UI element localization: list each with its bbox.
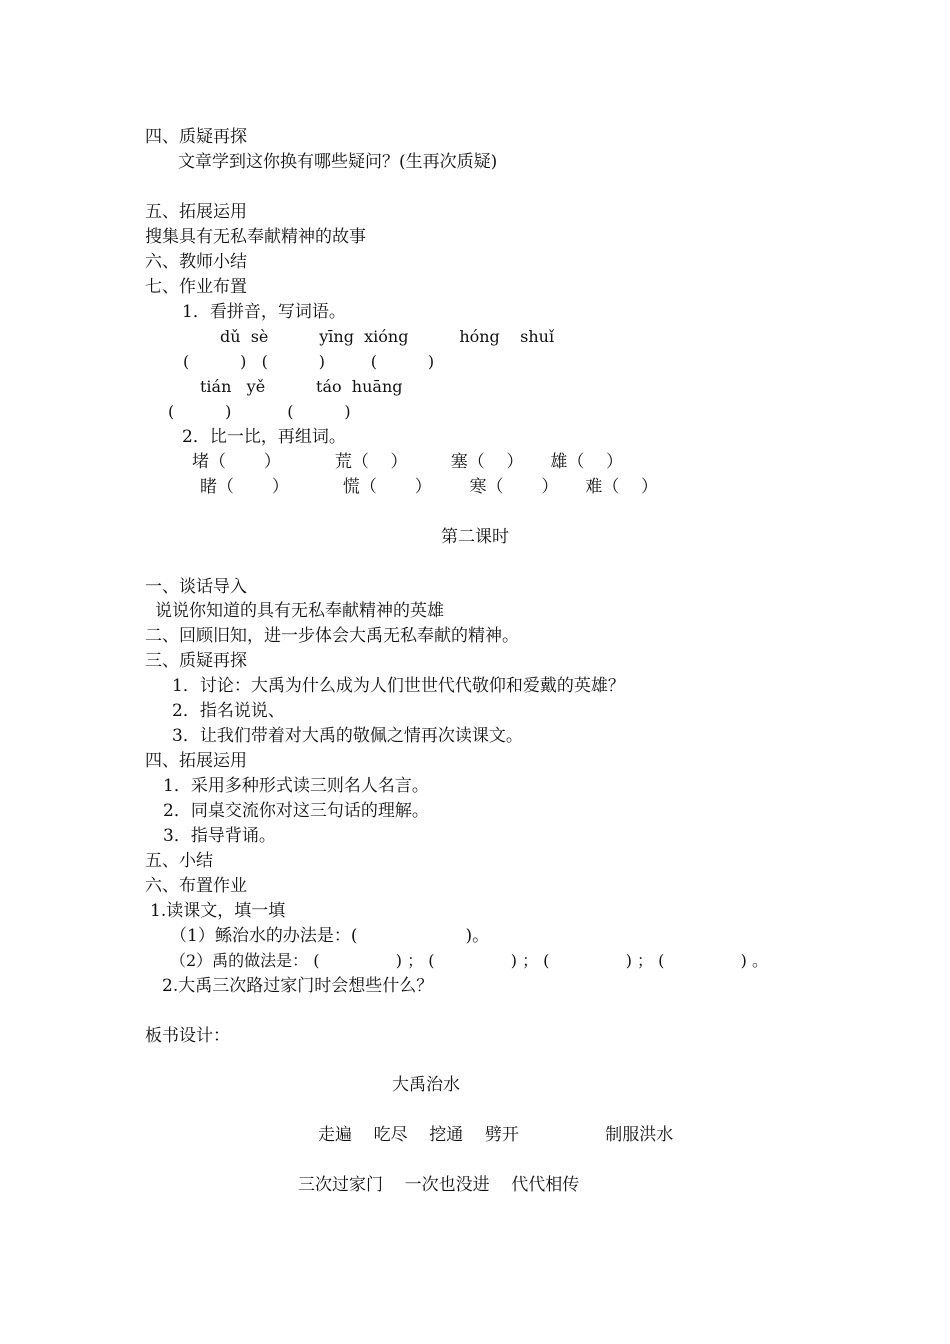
section-heading: 四、拓展运用 (145, 751, 247, 771)
list-item: 1．讨论：大禹为什么成为人们世世代代敬仰和爱戴的英雄？ (172, 676, 625, 696)
list-item: 3．让我们带着对大禹的敬佩之情再次读课文。 (172, 726, 523, 746)
list-item: 2．同桌交流你对这三句话的理解。 (163, 801, 429, 821)
pinyin-row: tián yě táo huāng (200, 377, 403, 396)
fill-blank-item: （1）鲧治水的办法是：( )。 (170, 926, 490, 946)
section-heading: 二、回顾旧知，进一步体会大禹无私奉献的精神。 (145, 626, 519, 646)
section-heading: 四、质疑再探 (145, 127, 247, 147)
blank-row: ( ) ( ) (168, 402, 351, 421)
paragraph: 文章学到这你换有哪些疑问？(生再次质疑) (178, 152, 498, 172)
paragraph: 说说你知道的具有无私奉献精神的英雄 (155, 601, 444, 621)
list-item: 1.读课文，填一填 (150, 901, 286, 921)
compare-row: 堵（ ） 荒（ ） 塞（ ） 雄（ ） (192, 452, 623, 472)
board-row: 走遍 吃尽 挖通 劈开 制服洪水 (318, 1125, 674, 1145)
fill-blank-item: （2）禹的做法是： ( ) ； ( ) ； ( ) ； ( ) 。 (170, 951, 768, 970)
section-heading: 三、质疑再探 (145, 651, 247, 671)
exercise-item: 2．比一比，再组词。 (182, 427, 346, 447)
section-heading: 五、拓展运用 (145, 202, 247, 222)
section-heading: 六、教师小结 (145, 252, 247, 272)
compare-row: 睹（ ） 慌（ ） 寒（ ） 难（ ） (200, 477, 658, 497)
list-item: 2．指名说说、 (172, 701, 285, 721)
board-title: 大禹治水 (392, 1075, 460, 1095)
board-design-heading: 板书设计： (145, 1026, 230, 1046)
section-heading: 五、小结 (145, 851, 213, 871)
section-heading: 七、作业布置 (145, 277, 247, 297)
list-item: 3．指导背诵。 (163, 826, 276, 846)
pinyin-row: dǔ sè yīng xióng hóng shuǐ (220, 327, 555, 346)
list-item: 2.大禹三次路过家门时会想些什么？ (162, 976, 434, 996)
exercise-item: 1．看拼音，写词语。 (182, 302, 346, 322)
list-item: 1．采用多种形式读三则名人名言。 (163, 776, 429, 796)
lesson-title: 第二课时 (441, 527, 509, 547)
blank-row: ( ) ( ) ( ) (183, 352, 435, 371)
paragraph: 搜集具有无私奉献精神的故事 (145, 227, 366, 247)
board-row: 三次过家门 一次也没进 代代相传 (298, 1175, 580, 1195)
section-heading: 六、布置作业 (145, 876, 247, 896)
section-heading: 一、谈话导入 (145, 577, 247, 597)
